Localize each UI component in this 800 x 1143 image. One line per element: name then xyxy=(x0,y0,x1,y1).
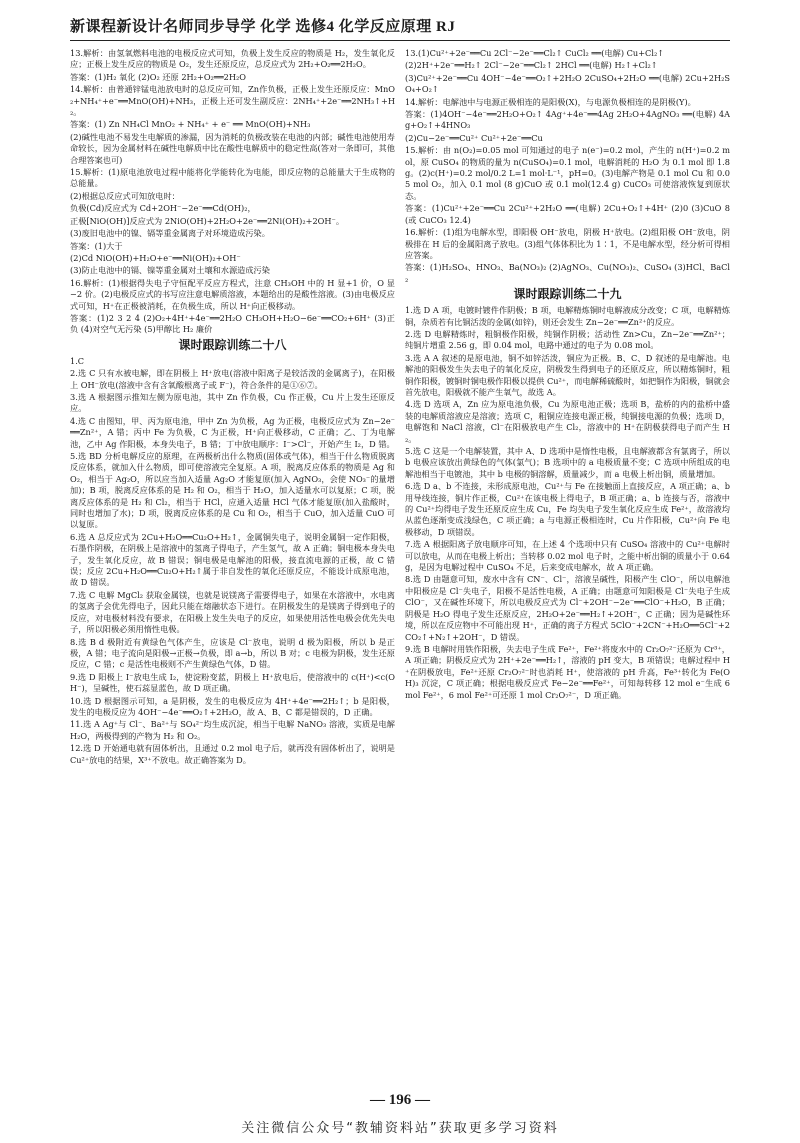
answer-paragraph: (2)根据总反应式可知放电时： xyxy=(70,190,180,201)
answer-paragraph: 答案：(1)Cu²⁺+2e⁻══Cu 2Cu²⁺+2H₂O ══(电解) 2Cu+O₂↑+4H⁺ (2)0 (3)CuO 8(或 CuCO₃ 12.4) xyxy=(405,203,730,225)
answer-paragraph: 11.选 A Ag⁺与 Cl⁻、Ba²⁺与 SO₄²⁻均生成沉淀，相当于电解 NaNO₃ 溶液，实质是电解 H₂O，两极得到的产物为 H₂ 和 O₂。 xyxy=(70,719,395,741)
left-column xyxy=(70,48,395,1088)
answer-paragraph: 答案：(1) Zn NH₄Cl MnO₂ + NH₄⁺ + e⁻ ══ MnO(OH)+NH₃ xyxy=(70,119,311,130)
answer-paragraph: 12.选 D 开始通电就有固体析出，且通过 0.2 mol 电子后，就再没有固体析出了，说明是 Cu²⁺放电的结果，X³⁺不放电。故正确答案为 D。 xyxy=(70,743,395,765)
right-column xyxy=(405,48,730,1088)
answer-paragraph: 4.选 C 由图知，甲、丙为原电池，甲中 Zn 为负极，Ag 为正极，电极反应式为 Zn−2e⁻══Zn²⁺，A 错；丙中 Fe 为负极，C 为正极，H⁺向正极移动，C 正确；乙、丁为电解池，乙中 Ag 作阳极，本身失电子，B 错；丁中放电顺序：I⁻>Cl⁻，开始产生 I₂，D 错。 xyxy=(70,415,395,449)
section-title: 课时跟踪训练二十九 xyxy=(513,287,622,302)
answer-paragraph: 5.选 BD 分析电解反应的原理，在两极析出什么物质(固体或气体)，相当于什么物质脱离反应体系，就加入什么物质，即可使溶液完全复原。A 项，脱离反应体系的物质是 Ag 和 O₂，相当于 Ag₂O，所以应当加入适量 Ag₂O 才能复原(加入 AgNO₃，会使 NO₃⁻的量增加)；B 项，脱离反应体系的是 H₂ 和 O₂，相当于 H₂O，加入适量水可以复原；C 项，脱离反应体系的是 H₂ 和 Cl₂，相当于 HCl，应通入适量 HCl 气体才能复原(加入盐酸时，同时也增加了水)；D 项，脱离反应体系的是 Cu 和 O₂，相当于 CuO，加入适量 CuO 可以复原。 xyxy=(70,451,395,530)
header-title: 新课程新设计名师同步导学 化学 选修4 化学反应原理 RJ xyxy=(70,19,456,35)
answer-paragraph: (2)碱性电池不易发生电解质的渗漏，因为消耗的负极改装在电池的内部；碱性电池使用寿命较长，因为金属材料在碱性电解质中比在酸性电解质中的稳定性高(答对一条即可，其他合理答案也可) xyxy=(70,131,395,165)
answer-paragraph: 答案：(1)大于 xyxy=(70,240,123,251)
answer-paragraph: (2)Cu−2e⁻══Cu²⁺ Cu²⁺+2e⁻══Cu xyxy=(405,132,543,143)
answer-paragraph: (2)Cd NiO(OH)+H₂O+e⁻══Ni(OH)₂+OH⁻ xyxy=(70,252,241,263)
answer-paragraph: 2.选 C 只有水被电解，即在阴极上 H⁺放电(溶液中阳离子是较活泼的金属离子)，在阳极上 OH⁻放电(溶液中含有含氧酸根离子或 F⁻)，符合条件的是①⑥⑦。 xyxy=(70,368,395,390)
answer-paragraph: 14.解析：电解池中与电源正极相连的是阳极(X)，与电源负极相连的是阴极(Y)。 xyxy=(405,96,696,107)
answer-paragraph: (3)防止电池中的镉、镍等重金属对土壤和水源造成污染 xyxy=(70,265,270,276)
answer-paragraph: 5.选 C 这是一个电解装置，其中 A、D 选项中是惰性电极，且电解液都含有氯离子，所以 b 电极应该放出黄绿色的气体(氯气)；B 选项中的 a 电极质量不变；C 选项中所组成的电解池相当于电镀池，其中 b 电极的铜溶解，质量减少，而 a 电极上析出铜，质量增加。 xyxy=(405,446,730,479)
answer-paragraph: 答案：(1)H₂ 氧化 (2)O₂ 还原 2H₂+O₂══2H₂O xyxy=(70,71,247,82)
answer-paragraph: 1.C xyxy=(70,355,85,366)
answer-paragraph: 答案：(1)2 3 2 4 (2)O₂+4H⁺+4e⁻══2H₂O CH₃OH+H₂O−6e⁻══CO₂+6H⁺ (3)正 负 (4)对空气无污染 (5)甲醇比 H₂ 廉价 xyxy=(70,312,395,335)
page-number: — 196 — xyxy=(370,1092,430,1108)
answer-paragraph: (2)2H⁺+2e⁻══H₂↑ 2Cl⁻−2e⁻══Cl₂↑ 2HCl ══(电解) H₂↑+Cl₂↑ xyxy=(405,60,658,71)
answer-paragraph: 9.选 D 阳极上 I⁻放电生成 I₂，使淀粉变蓝，阴极上 H⁺放电后，使溶液中的 c(H⁺)<c(OH⁻)，呈碱性，使石蕊显蓝色，故 D 项正确。 xyxy=(70,671,395,694)
page-header xyxy=(70,14,730,41)
answer-paragraph: 6.选 A 总反应式为 2Cu+H₂O══Cu₂O+H₂↑，金属铜失电子，说明金属铜一定作阳极，石墨作阴极，在阴极上是溶液中的氢离子得电子，产生氢气，故 A 正确；铜电极本身失电子，发生氧化反应，故 B 错误；铜电极是电解池的阳极，接直流电源的正极，故 C 错误；反应 2Cu+H₂O══Cu₂O+H₂↑属于非自发性的氧化还原反应，不能设计成原电池，故 D 错误。 xyxy=(70,531,395,588)
answer-paragraph: 2.选 D 电解精炼时，粗铜极作阳极，纯铜作阴极；活动性 Zn>Cu，Zn−2e⁻══Zn²⁺；纯铜片增重 2.56 g，即 0.04 mol，电路中通过的电子为 0.08 mol。 xyxy=(405,328,730,351)
answer-paragraph: 7.选 C 电解 MgCl₂ 获取金属镁，也就是说镁离子需要得电子，如果在水溶液中，水电离的氢离子会优先得电子，因此只能在熔融状态下进行。在阴极发生的是镁离子得到电子的反应，对电极材料没有要求，在阳极上发生失电子的反应，如果使用活性电极会优先失电子，所以阳极必须用惰性电极。 xyxy=(70,589,395,635)
answer-paragraph: 8.选 B d 极附近有黄绿色气体产生，应该是 Cl⁻放电，说明 d 极为阳极，所以 b 是正极，A 错；电子流向是阳极→正极→负极，即 a→b，所以 B 对；c 电极为阴极，发生还原反应，C 错；c 是活性电极则不产生黄绿色气体，D 错。 xyxy=(70,636,395,670)
answer-paragraph: 1.选 D A 项，电镀时镀件作阴极；B 项，电解精炼铜时电解液成分改变；C 项，电解精炼铜，杂质若有比铜活泼的金属(如锌)，则还会发生 Zn−2e⁻══Zn²⁺的反应。 xyxy=(405,305,730,327)
answer-paragraph: 16.解析：(1)组为电解水型，即阳极 OH⁻放电，阴极 H⁺放电。(2)组阳极 OH⁻放电，阴极排在 H 后的金属阳离子放电。(3)组气体体积比为 1∶1，不是电解水型，经分析可得相应答案。 xyxy=(405,227,730,260)
answer-paragraph: 8.选 D 由题意可知，废水中含有 CN⁻、Cl⁻，溶液呈碱性，阳极产生 ClO⁻，所以电解池中阳极应是 Cl⁻失电子，阳极不是活性电极，A 正确；由题意可知阳极是 Cl⁻失电子生成 ClO⁻，又在碱性环境下，所以电极反应式为 Cl⁻+2OH⁻−2e⁻══ClO⁻+H₂O，B 正确；阴极是 H₂O 得电子发生还原反应，2H₂O+2e⁻══H₂↑+2OH⁻，C 正确；因为是碱性环境，所以在反应物中不可能出现 H⁺，正确的离子方程式 5ClO⁻+2CN⁻+H₂O══5Cl⁻+2CO₂↑+N₂↑+2OH⁻，D 错误。 xyxy=(405,574,730,642)
answer-paragraph: 10.选 D 根据图示可知，a 是阴极，发生的电极反应为 4H⁺+4e⁻══2H₂↑；b 是阳极，发生的电极反应为 4OH⁻−4e⁻══O₂↑+2H₂O，故 A、B、C 都是错误的，D 正确。 xyxy=(70,695,395,717)
answer-paragraph: 3.选 A A 叙述的是原电池，铜不如锌活泼，铜应为正极。B、C、D 叙述的是电解池。电解池的阳极发生失去电子的氧化反应，阴极发生得到电子的还原反应，所以精炼铜时，粗铜作阳极，镀铜时铜电极作阳极以提供 Cu²⁺，而电解稀硫酸时，如把铜作为阳极，铜就会首先放电，阳极就不能产生氧气，故选 A。 xyxy=(405,352,730,397)
answer-paragraph: 答案：(1)H₂SO₄、HNO₃、Ba(NO₃)₂ (2)AgNO₃、Cu(NO₃)₂、CuSO₄ (3)HCl、BaCl₂ xyxy=(405,262,730,284)
answer-paragraph: 15.解析：(1)原电池放电过程中能将化学能转化为电能，即反应物的总能量大于生成物的总能量。 xyxy=(70,167,395,189)
answer-paragraph: (3)Cu²⁺+2e⁻══Cu 4OH⁻−4e⁻══O₂↑+2H₂O 2CuSO₄+2H₂O ══(电解) 2Cu+2H₂SO₄+O₂↑ xyxy=(405,72,730,95)
answer-paragraph: 16.解析：(1)根据得失电子守恒配平反应方程式，注意 CH₃OH 中的 H 显+1 价，O 显−2 价。(2)电极反应式的书写应注意电解质溶液，本题给出的是酸性溶液。(3)由电极反应式可知，H⁺在正极被消耗，在负极生成，所以 H⁺向正极移动。 xyxy=(70,277,395,311)
answer-paragraph: 6.选 D a、b 不连接，未形成原电池，Cu²⁺与 Fe 在接触面上直接反应，A 项正确；a、b 用导线连接，铜片作正极，Cu²⁺在该电极上得电子，B 项正确；a、b 连接与否，溶液中的 Cu²⁺均得电子发生还原反应生成 Cu，Fe 均失电子发生氧化反应生成 Fe²⁺，故溶液均从蓝色逐渐变成浅绿色，C 项正确；a 与电源正极相连时，Cu 片作阳极，Cu²⁺向 Fe 电极移动，D 项错误。 xyxy=(405,481,730,537)
answer-paragraph: 7.选 A 根据阳离子放电顺序可知，在上述 4 个选项中只有 CuSO₄ 溶液中的 Cu²⁺电解时可以放电，从而在电极上析出；当转移 0.02 mol 电子时，之能中析出铜的质量小于 0.64 g，是因为电解过程中 CuSO₄ 不足，后来变成电解水，故 A 项正确。 xyxy=(405,539,730,573)
answer-paragraph: 13.(1)Cu²⁺+2e⁻══Cu 2Cl⁻−2e⁻══Cl₂↑ CuCl₂ ══(电解) Cu+Cl₂↑ xyxy=(405,48,665,58)
answer-paragraph: (3)废旧电池中的镍、镉等重金属离子对环境造成污染。 xyxy=(70,228,270,239)
answer-paragraph: 正极[NiO(OH)]反应式为 2NiO(OH)+2H₂O+2e⁻══2Ni(OH)₂+2OH⁻。 xyxy=(70,215,345,226)
section-title: 课时跟踪训练二十八 xyxy=(178,337,287,352)
answer-paragraph: 9.选 B 电解时用铁作阳极，失去电子生成 Fe²⁺，Fe²⁺将废水中的 Cr₂O₇²⁻还原为 Cr³⁺，A 项正确；阴极反应式为 2H⁺+2e⁻══H₂↑，溶液的 pH 变大，B 项错误；电解过程中 H⁺在阴极放电，Fe²⁺还原 Cr₂O₇²⁻时也消耗 H⁺，使溶液的 pH 升高，Fe³⁺转化为 Fe(OH)₃ 沉淀，C 项正确；根据电极反应式 Fe−2e⁻══Fe²⁺，可知每转移 12 mol e⁻生成 6 mol Fe²⁺，6 mol Fe²⁺可还原 1 mol Cr₂O₇²⁻，D 项正确。 xyxy=(405,643,730,700)
answer-paragraph: 答案：(1)4OH⁻−4e⁻══2H₂O+O₂↑ 4Ag⁺+4e⁻══4Ag 2H₂O+4AgNO₃ ══(电解) 4Ag+O₂↑+4HNO₃ xyxy=(405,109,730,131)
answer-paragraph: 14.解析：由普通锌锰电池放电时的总反应可知，Zn作负极，正极上发生还原反应：MnO₂+NH₄⁺+e⁻══MnO(OH)+NH₃，正极上还可发生副反应：2NH₄⁺+2e⁻══2NH₃↑+H₂。 xyxy=(70,84,395,118)
answer-paragraph: 4.选 D 选项 A，Zn 应为原电池负极，Cu 为原电池正极；选项 B，盐桥的内的盐桥中盛装的电解质溶液应是溶液；选项 C，粗铜应连接电源正极，纯铜接电源的负极；选项 D，电解饱和 NaCl 溶液，Cl⁻在阳极放电产生 Cl₂，溶液中的 H⁺在阴极获得电子而产生 H₂。 xyxy=(405,399,730,444)
answer-paragraph: 3.选 A 根据图示推知左侧为原电池，其中 Zn 作负极，Cu 作正极，Cu 片上发生还原反应。 xyxy=(70,391,395,414)
answer-paragraph: 负极(Cd)反应式为 Cd+2OH⁻−2e⁻══Cd(OH)₂， xyxy=(70,203,256,214)
answer-paragraph: 13.解析：由氢氧燃料电池的电极反应式可知，负极上发生反应的物质是 H₂，发生氧化反应；正极上发生反应的物质是 O₂，发生还原反应，总反应式为 2H₂+O₂══2H₂O。 xyxy=(70,48,395,70)
answer-paragraph: 15.解析：由 n(O₂)=0.05 mol 可知通过的电子 n(e⁻)=0.2 mol，产生的 n(H⁺)=0.2 mol，原 CuSO₄ 的物质的量为 n(CuSO₄)=0.1 mol，电解消耗的 H₂O 为 0.1 mol 即 1.8 g。(2)c(H⁺)=0.2 mol/0.2 L=1 mol·L⁻¹，pH=0。(3)电解产物是 0.1 mol Cu 和 0.05 mol O₂，加入 0.1 mol (8 g)CuO 或 0.1 mol(12.4 g) CuCO₃ 可使溶液恢复到原状态。 xyxy=(405,145,730,201)
footer-notice: 关注微信公众号“教辅资料站”获取更多学习资料 xyxy=(241,1121,559,1136)
